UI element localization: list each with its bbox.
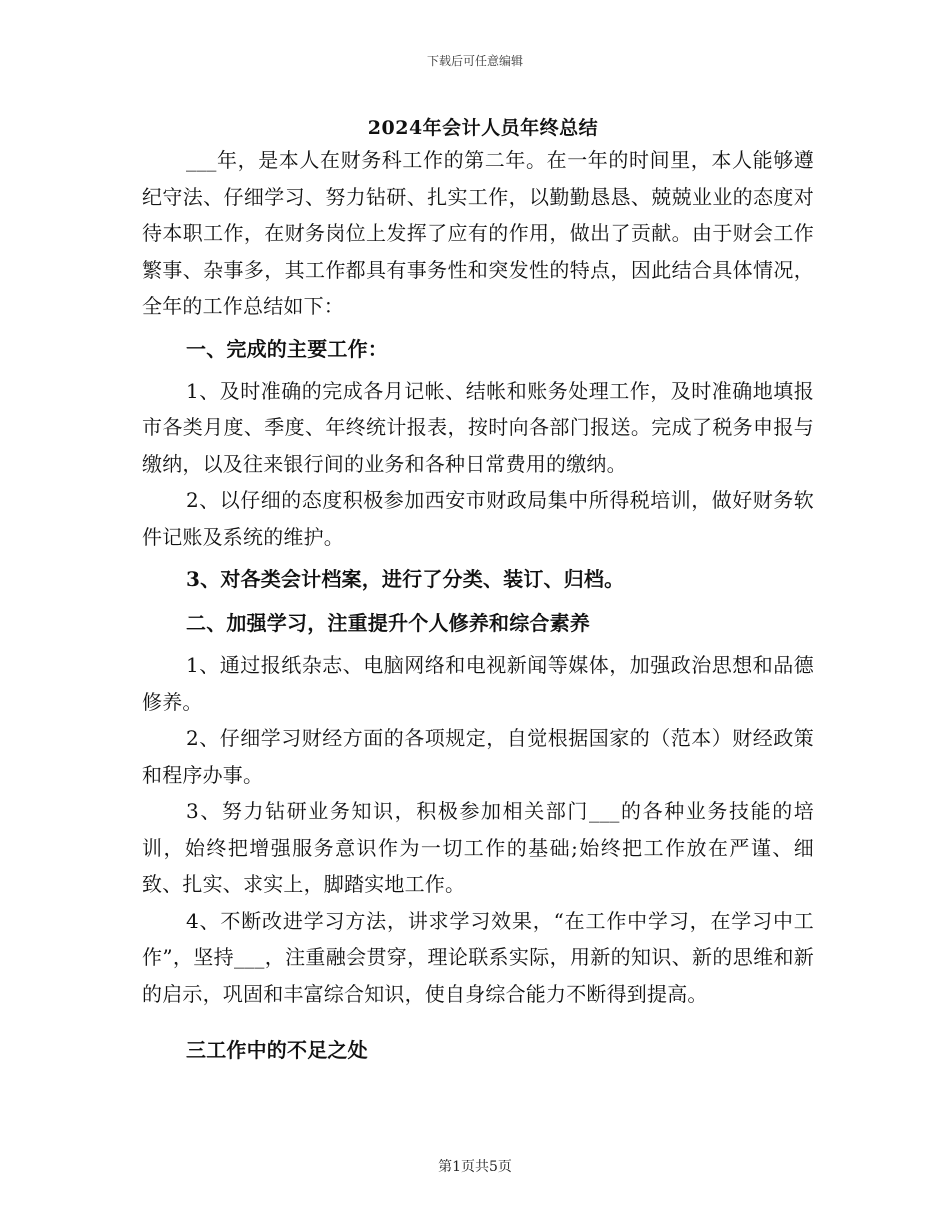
section-2-item-4: 4、不断改进学习方法，讲求学习效果，“在工作中学习，在学习中工作”，坚持___，注重融会贯穿，理论联系实际，用新的知识、新的思维和新的启示，巩固和丰富综合知识，使自身综合能力不断得到提高。 <box>142 908 814 1006</box>
section-1-item-1: 1、及时准确的完成各月记帐、结帐和账务处理工作，及时准确地填报市各类月度、季度、年终统计报表，按时向各部门报送。完成了税务申报与缴纳，以及往来银行间的业务和各种日常费用的缴纳。 <box>142 378 814 476</box>
document-body <box>142 114 814 1070</box>
section-1-heading: 一、完成的主要工作： <box>186 336 388 361</box>
section-2-item-3: 3、努力钻研业务知识，积极参加相关部门___的各种业务技能的培训，始终把增强服务意识作为一切工作的基础;始终把工作放在严谨、细致、扎实、求实上，脚踏实地工作。 <box>142 799 814 896</box>
document-title: 2024年会计人员年终总结 <box>367 117 599 139</box>
page-header-note: 下载后可任意编辑 <box>426 54 523 68</box>
intro-paragraph: ___年，是本人在财务科工作的第二年。在一年的时间里，本人能够遵纪守法、仔细学习、努力钻研、扎实工作，以勤勤恳恳、兢兢业业的态度对待本职工作，在财务岗位上发挥了应有的作用，做出了贡献。由于财会工作繁事、杂事多，其工作都具有事务性和突发性的特点，因此结合具体情况，全年的工作总结如下： <box>142 148 814 318</box>
section-2-item-1: 1、通过报纸杂志、电脑网络和电视新闻等媒体，加强政治思想和品德修养。 <box>142 653 814 714</box>
section-2-heading: 二、加强学习，注重提升个人修养和综合素养 <box>186 611 590 635</box>
section-1-item-3: 3、对各类会计档案，进行了分类、装订、归档。 <box>186 567 625 591</box>
section-3-heading: 三工作中的不足之处 <box>186 1038 368 1062</box>
section-1-item-2: 2、以仔细的态度积极参加西安市财政局集中所得税培训，做好财务软件记账及系统的维护。 <box>142 488 814 549</box>
page-footer-pagination: 第1页共5页 <box>438 1159 512 1175</box>
section-2-item-2: 2、仔细学习财经方面的各项规定，自觉根据国家的（范本）财经政策和程序办事。 <box>142 726 814 787</box>
